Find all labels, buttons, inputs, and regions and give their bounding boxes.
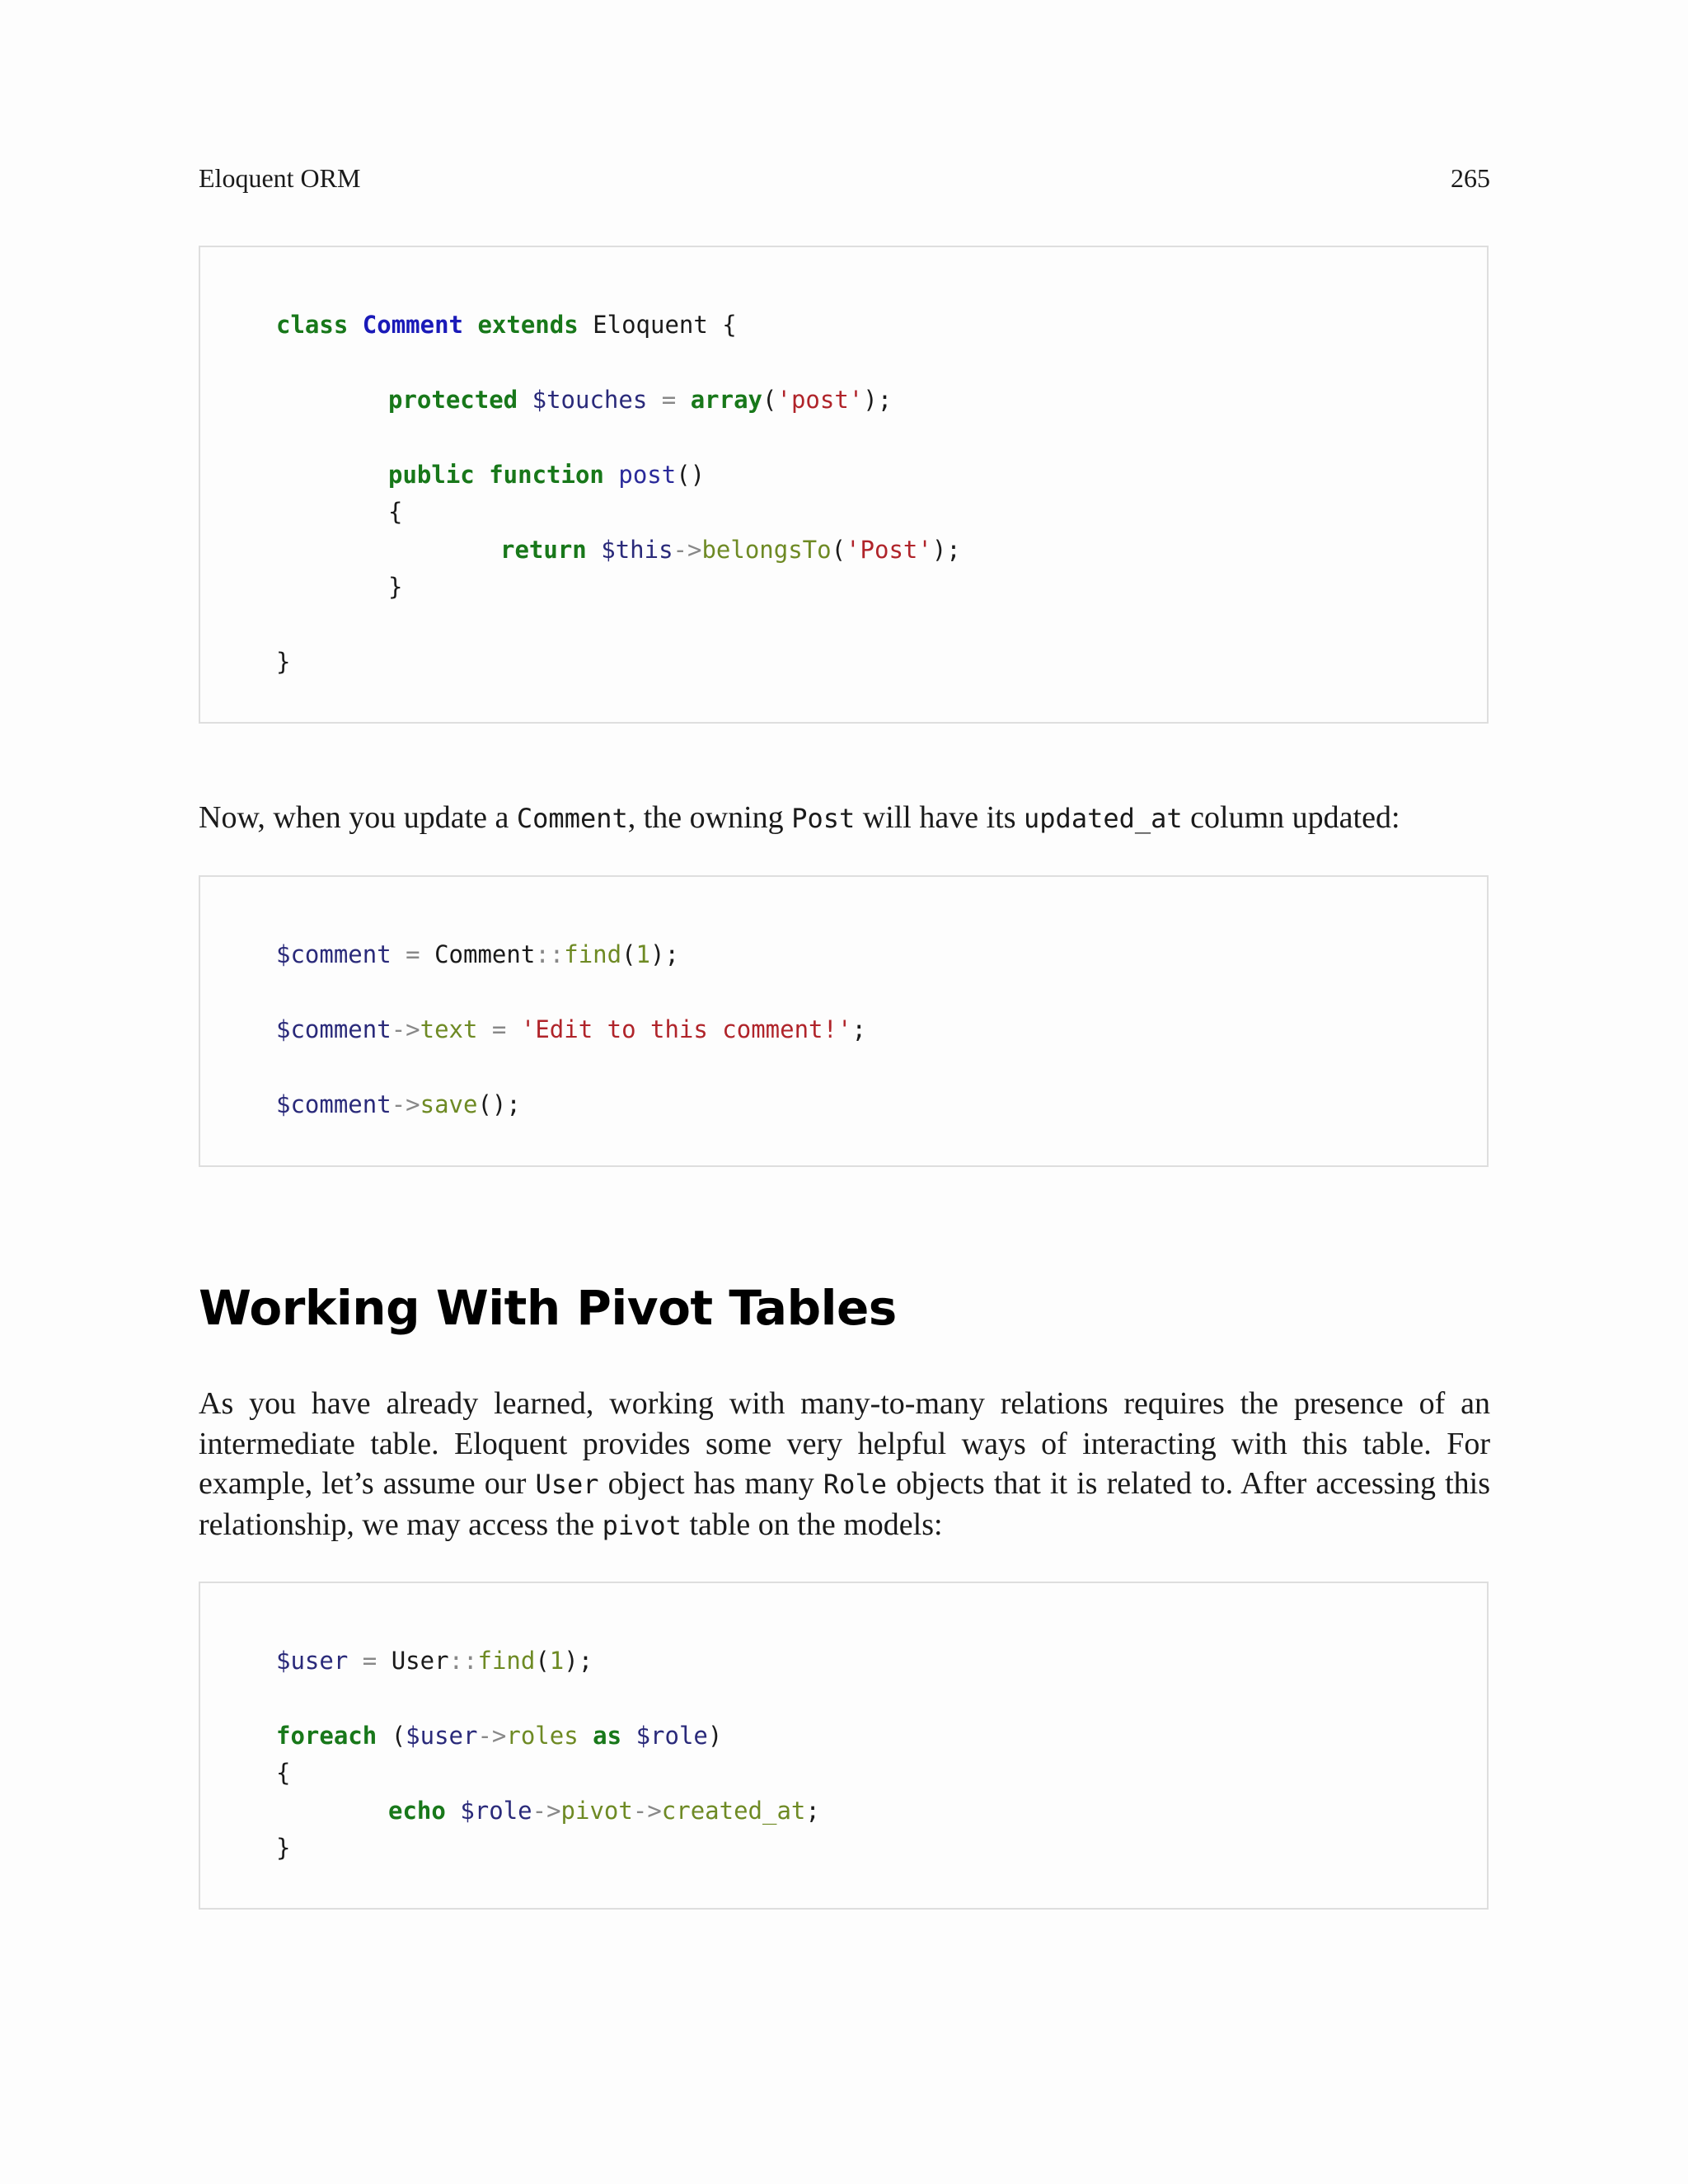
code-line: echo $role->pivot->created_at; — [388, 1797, 820, 1825]
code-line: foreach ($user->roles as $role) — [276, 1722, 723, 1750]
code-line: class Comment extends Eloquent { — [276, 311, 737, 339]
paragraph-touches-explanation: Now, when you update a Comment, the owning Post will have its updated_at column updated: — [199, 800, 1400, 835]
code-line: return $this->belongsTo('Post'); — [500, 536, 961, 564]
code-line: $comment = Comment::find(1); — [276, 940, 679, 968]
page-number: 265 — [1451, 163, 1490, 193]
code-listing — [276, 877, 866, 1118]
code-listing — [276, 1583, 820, 1862]
code-line: } — [276, 648, 291, 676]
section-heading: Working With Pivot Tables — [199, 1280, 897, 1336]
running-header — [199, 162, 1490, 194]
code-line: public function post() — [388, 461, 706, 489]
code-line: protected $touches = array('post'); — [388, 386, 893, 414]
code-line: { — [388, 498, 403, 526]
code-block-comment-model — [199, 246, 1489, 724]
code-line: $user = User::find(1); — [276, 1647, 593, 1675]
chapter-title: Eloquent ORM — [199, 163, 361, 193]
code-block-pivot-loop — [199, 1582, 1489, 1910]
paragraph-pivot-intro: As you have already learned, working with many-to-many relations requires the presence of an intermediate table. Eloquent provides some very helpful ways of interacting with this table. For example, let’s assume our User object has many Role objects that it is related to. After accessing this relationship, we may access the pivot table on the models: — [199, 1386, 1490, 1542]
code-line: { — [276, 1759, 291, 1787]
code-line: $comment->text = 'Edit to this comment!'; — [276, 1015, 866, 1043]
code-listing — [276, 247, 961, 676]
code-line: } — [388, 573, 403, 601]
code-block-comment-save — [199, 875, 1489, 1167]
code-line: $comment->save(); — [276, 1090, 521, 1118]
code-line: } — [276, 1834, 291, 1862]
